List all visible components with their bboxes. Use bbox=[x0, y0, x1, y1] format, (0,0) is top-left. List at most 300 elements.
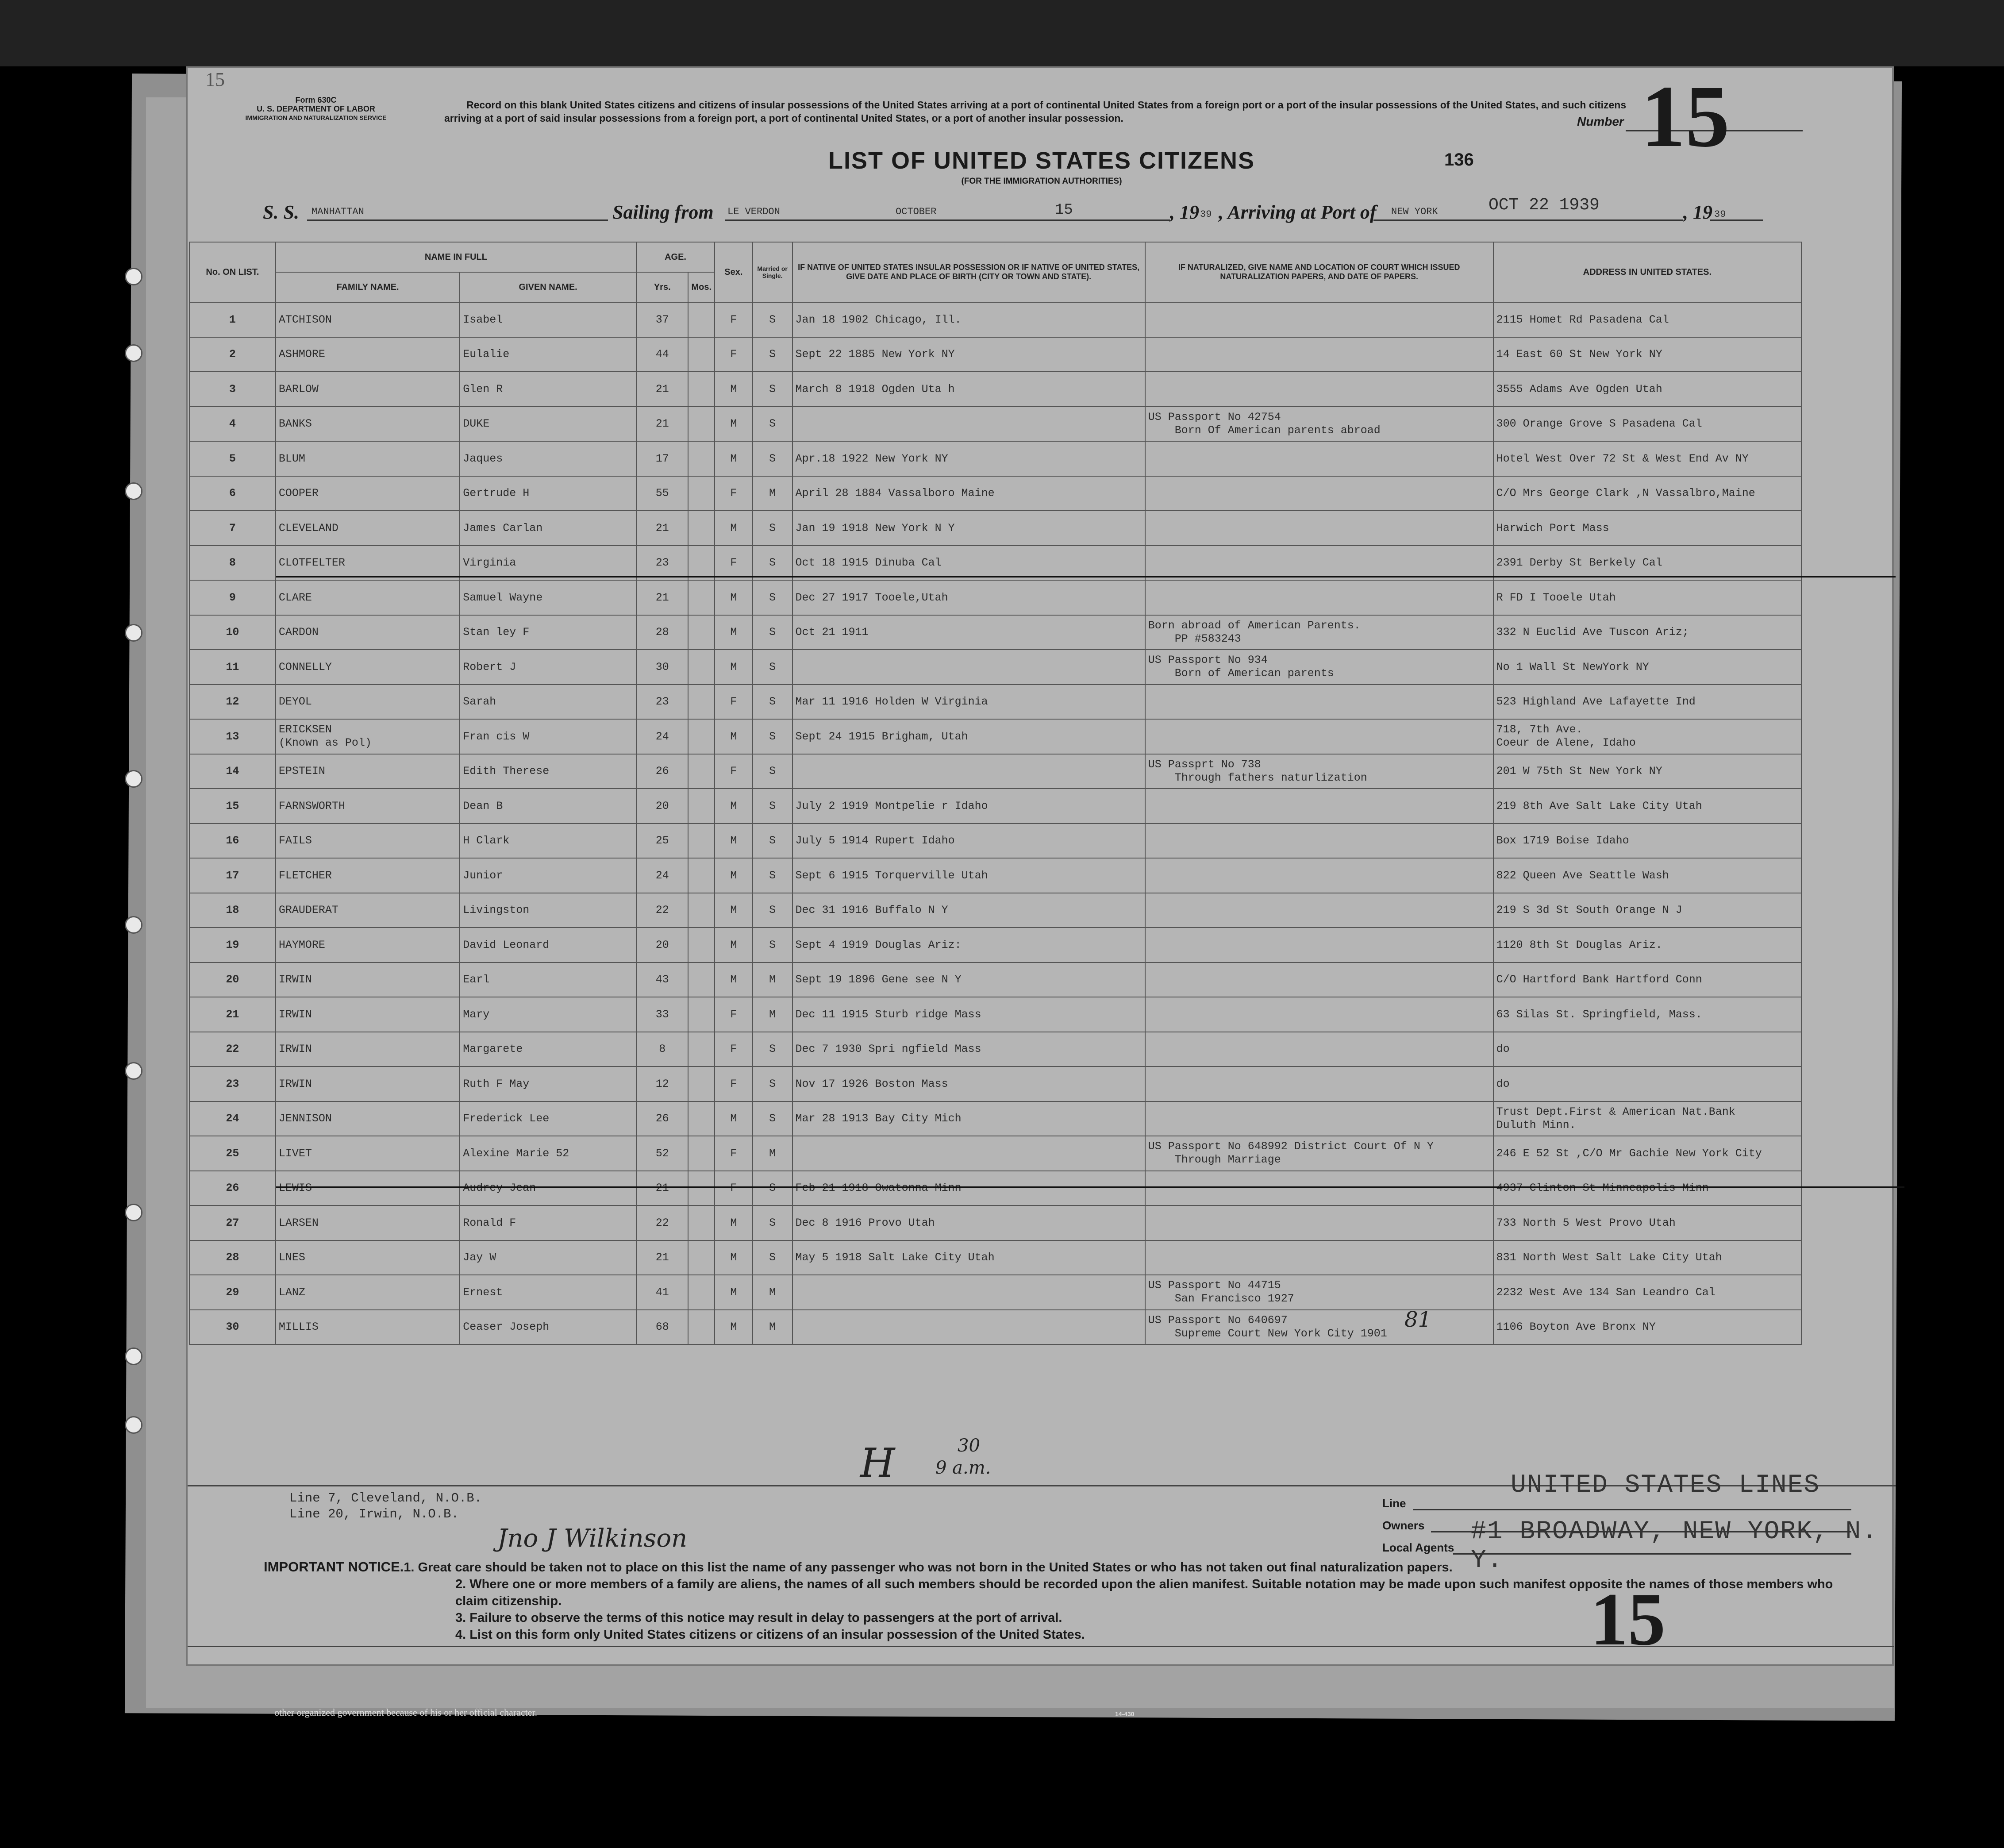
sex-text: M bbox=[730, 904, 737, 917]
given-name bbox=[460, 858, 636, 893]
sex-text: F bbox=[730, 556, 737, 570]
marital-status-text: S bbox=[769, 417, 776, 431]
marital-status bbox=[753, 1136, 792, 1171]
age-years bbox=[636, 858, 688, 893]
age-months bbox=[688, 789, 715, 824]
age-months bbox=[688, 719, 715, 754]
row-number bbox=[189, 1240, 276, 1275]
family-name-text: FARNSWORTH bbox=[278, 799, 345, 812]
handwritten-81: 81 bbox=[1404, 1307, 1432, 1332]
signature: Jno J Wilkinson bbox=[497, 1524, 688, 1553]
arrival-year-underline bbox=[1710, 219, 1763, 221]
table-row bbox=[189, 407, 1801, 442]
address-text: 14 East 60 St New York NY bbox=[1496, 348, 1662, 361]
row-number-text: 11 bbox=[226, 660, 239, 674]
marital-status bbox=[753, 1032, 792, 1067]
marital-status-text: S bbox=[769, 834, 776, 847]
marital-status bbox=[753, 1101, 792, 1136]
page-title: LIST OF UNITED STATES CITIZENS bbox=[828, 147, 1255, 174]
birth-info bbox=[792, 962, 1145, 997]
family-name bbox=[276, 407, 460, 442]
age-years bbox=[636, 372, 688, 407]
marital-status bbox=[753, 511, 792, 546]
given-name bbox=[460, 685, 636, 720]
sex bbox=[715, 893, 753, 928]
age-months bbox=[688, 337, 715, 372]
address-text: do bbox=[1496, 1043, 1510, 1056]
naturalization-info bbox=[1145, 1205, 1493, 1240]
given-name-text: Ceaser Joseph bbox=[463, 1321, 550, 1334]
age-months bbox=[688, 372, 715, 407]
family-name-text: LNES bbox=[278, 1251, 305, 1264]
table-row bbox=[189, 1136, 1801, 1171]
naturalization-info bbox=[1145, 997, 1493, 1032]
line-underline bbox=[1413, 1509, 1851, 1510]
age-months bbox=[688, 997, 715, 1032]
sailing-label: Sailing from bbox=[612, 201, 714, 223]
age-years bbox=[636, 928, 688, 962]
naturalization-info bbox=[1145, 962, 1493, 997]
line-label: Line bbox=[1382, 1497, 1406, 1510]
age-months bbox=[688, 1310, 715, 1345]
family-name bbox=[276, 1171, 460, 1206]
birth-info-text: Dec 31 1916 Buffalo N Y bbox=[795, 904, 948, 917]
sailing-year: 39 bbox=[1200, 209, 1212, 220]
binder-hole bbox=[125, 1416, 142, 1434]
marital-status bbox=[753, 685, 792, 720]
marital-status-text: S bbox=[769, 904, 776, 917]
address bbox=[1493, 997, 1801, 1032]
marital-status-text: S bbox=[769, 799, 776, 812]
given-name bbox=[460, 754, 636, 789]
arrival-port: NEW YORK bbox=[1391, 206, 1438, 217]
age-years-text: 20 bbox=[655, 799, 669, 812]
birth-info-text: Mar 11 1916 Holden W Virginia bbox=[795, 695, 988, 708]
age-months bbox=[688, 685, 715, 720]
birth-info-text: Apr.18 1922 New York NY bbox=[795, 452, 948, 465]
age-years bbox=[636, 962, 688, 997]
age-months bbox=[688, 928, 715, 962]
family-name bbox=[276, 1310, 460, 1345]
naturalization-info bbox=[1145, 1310, 1493, 1345]
family-name bbox=[276, 476, 460, 511]
sex-text: F bbox=[730, 487, 737, 500]
row-number-text: 24 bbox=[226, 1112, 239, 1125]
address-text: R FD I Tooele Utah bbox=[1496, 591, 1616, 604]
sex bbox=[715, 1066, 753, 1101]
sex bbox=[715, 754, 753, 789]
agents-label: Local Agents bbox=[1382, 1541, 1454, 1554]
marital-status-text: M bbox=[769, 1321, 776, 1334]
family-name-text: COOPER bbox=[278, 487, 319, 500]
table-row bbox=[189, 789, 1801, 824]
given-name-text: James Carlan bbox=[463, 521, 543, 535]
marital-status bbox=[753, 789, 792, 824]
col-header-given: GIVEN NAME. bbox=[460, 272, 636, 302]
birth-info bbox=[792, 1171, 1145, 1206]
sex bbox=[715, 372, 753, 407]
age-years bbox=[636, 719, 688, 754]
voyage-line bbox=[188, 196, 1896, 227]
birth-info bbox=[792, 928, 1145, 962]
family-name bbox=[276, 580, 460, 615]
address-text: 523 Highland Ave Lafayette Ind bbox=[1496, 695, 1696, 708]
marital-status bbox=[753, 441, 792, 476]
given-name-text: DUKE bbox=[463, 417, 490, 431]
naturalization-info-text: US Passport No 648992 District Court Of N Y bbox=[1148, 1140, 1434, 1153]
age-years-text: 23 bbox=[655, 695, 669, 708]
age-years bbox=[636, 893, 688, 928]
marital-status bbox=[753, 824, 792, 859]
number-label: Number bbox=[1577, 115, 1624, 128]
family-name bbox=[276, 1032, 460, 1067]
sex bbox=[715, 546, 753, 581]
age-months bbox=[688, 407, 715, 442]
binder-hole bbox=[125, 1348, 142, 1365]
naturalization-info-text: US Passport No 934 bbox=[1148, 654, 1268, 667]
age-years-text: 26 bbox=[655, 1112, 669, 1125]
family-name bbox=[276, 1101, 460, 1136]
row-number-text: 23 bbox=[226, 1077, 239, 1090]
birth-info bbox=[792, 858, 1145, 893]
birth-info bbox=[792, 546, 1145, 581]
marital-status bbox=[753, 754, 792, 789]
sex bbox=[715, 1205, 753, 1240]
address bbox=[1493, 685, 1801, 720]
birth-info bbox=[792, 685, 1145, 720]
binder-hole bbox=[125, 344, 142, 362]
address bbox=[1493, 1136, 1801, 1171]
sex bbox=[715, 1240, 753, 1275]
birth-info bbox=[792, 824, 1145, 859]
age-years-text: 21 bbox=[655, 382, 669, 396]
age-years bbox=[636, 685, 688, 720]
birth-info-text: Feb 21 1918 Owatonna Minn bbox=[795, 1182, 962, 1195]
ship-underline bbox=[307, 219, 608, 221]
family-name-text: CARDON bbox=[278, 626, 319, 639]
table-row bbox=[189, 580, 1801, 615]
row-number-text: 25 bbox=[226, 1147, 239, 1160]
given-name-text: Stan ley F bbox=[463, 626, 530, 639]
sex-text: M bbox=[730, 1251, 737, 1264]
bottom-list-number: 15 bbox=[1590, 1578, 1666, 1661]
marital-status bbox=[753, 546, 792, 581]
marital-status bbox=[753, 893, 792, 928]
row-number-text: 22 bbox=[226, 1043, 239, 1056]
marital-status bbox=[753, 615, 792, 650]
given-name bbox=[460, 546, 636, 581]
age-months bbox=[688, 1136, 715, 1171]
row-number bbox=[189, 1032, 276, 1067]
col-header-naturalized: IF NATURALIZED, GIVE NAME AND LOCATION OF COURT WHICH ISSUED NATURALIZATION PAPERS, AND DATE OF PAPERS. bbox=[1145, 242, 1493, 302]
sex-text: F bbox=[730, 1008, 737, 1021]
family-name-text: IRWIN bbox=[278, 1008, 312, 1021]
family-name-text: FLETCHER bbox=[278, 869, 332, 882]
address-text: 1120 8th St Douglas Ariz. bbox=[1496, 938, 1662, 951]
binder-hole bbox=[125, 770, 142, 788]
naturalization-info bbox=[1145, 1171, 1493, 1206]
row-number bbox=[189, 337, 276, 372]
naturalization-info bbox=[1145, 1066, 1493, 1101]
row-number bbox=[189, 962, 276, 997]
address-text: C/O Hartford Bank Hartford Conn bbox=[1496, 973, 1702, 986]
naturalization-info-line-2: PP #583243 bbox=[1174, 632, 1241, 645]
address bbox=[1493, 302, 1801, 337]
age-years-text: 23 bbox=[655, 556, 669, 570]
address-text: Harwich Port Mass bbox=[1496, 521, 1609, 535]
given-name bbox=[460, 1171, 636, 1206]
address-text: 219 8th Ave Salt Lake City Utah bbox=[1496, 799, 1702, 812]
sex bbox=[715, 1171, 753, 1206]
sex bbox=[715, 580, 753, 615]
marital-status-text: S bbox=[769, 660, 776, 674]
family-name-text: CLOTFELTER bbox=[278, 556, 345, 570]
binder-hole bbox=[125, 482, 142, 500]
naturalization-info bbox=[1145, 1275, 1493, 1310]
given-name bbox=[460, 789, 636, 824]
given-name bbox=[460, 928, 636, 962]
age-years-text: 44 bbox=[655, 348, 669, 361]
marital-status-text: M bbox=[769, 1147, 776, 1160]
given-name-text: Frederick Lee bbox=[463, 1112, 550, 1125]
family-name-text: LIVET bbox=[278, 1147, 312, 1160]
age-years-text: 28 bbox=[655, 626, 669, 639]
birth-info bbox=[792, 511, 1145, 546]
age-years-text: 21 bbox=[655, 521, 669, 535]
age-months bbox=[688, 1275, 715, 1310]
row-number-text: 9 bbox=[229, 591, 236, 604]
birth-info bbox=[792, 754, 1145, 789]
marital-status bbox=[753, 302, 792, 337]
age-years bbox=[636, 580, 688, 615]
family-name-text: LARSEN bbox=[278, 1216, 319, 1229]
given-name-text: Dean B bbox=[463, 799, 503, 812]
marital-status-text: S bbox=[769, 348, 776, 361]
row-number-text: 17 bbox=[226, 869, 239, 882]
naturalization-info bbox=[1145, 407, 1493, 442]
given-name bbox=[460, 997, 636, 1032]
page-subtitle: (FOR THE IMMIGRATION AUTHORITIES) bbox=[961, 177, 1122, 186]
sex-text: F bbox=[730, 1043, 737, 1056]
age-years bbox=[636, 1205, 688, 1240]
address bbox=[1493, 824, 1801, 859]
address bbox=[1493, 441, 1801, 476]
marital-status-text: S bbox=[769, 1112, 776, 1125]
address bbox=[1493, 962, 1801, 997]
address-text: 201 W 75th St New York NY bbox=[1496, 765, 1662, 778]
age-years bbox=[636, 1240, 688, 1275]
sex bbox=[715, 824, 753, 859]
birth-info bbox=[792, 407, 1145, 442]
marital-status-text: S bbox=[769, 452, 776, 465]
form-number: Form 630C bbox=[295, 96, 337, 104]
age-months bbox=[688, 546, 715, 581]
given-name-text: Mary bbox=[463, 1008, 490, 1021]
table-row bbox=[189, 1171, 1801, 1206]
row-number-text: 29 bbox=[226, 1286, 239, 1299]
family-name-text: HAYMORE bbox=[278, 938, 325, 951]
arrival-underline bbox=[1373, 219, 1683, 221]
address-line-2: Duluth Minn. bbox=[1496, 1118, 1576, 1132]
age-months bbox=[688, 441, 715, 476]
family-name-text: EPSTEIN bbox=[278, 765, 325, 778]
address bbox=[1493, 1310, 1801, 1345]
row-number bbox=[189, 1275, 276, 1310]
given-name bbox=[460, 1066, 636, 1101]
birth-info bbox=[792, 1136, 1145, 1171]
given-name-text: Edith Therese bbox=[463, 765, 550, 778]
naturalization-info-line-2: Born Of American parents abroad bbox=[1174, 424, 1381, 437]
marital-status-text: S bbox=[769, 730, 776, 743]
address bbox=[1493, 893, 1801, 928]
given-name bbox=[460, 337, 636, 372]
age-years-text: 22 bbox=[655, 904, 669, 917]
row-number bbox=[189, 1066, 276, 1101]
marital-status bbox=[753, 1310, 792, 1345]
address-text: 2391 Derby St Berkely Cal bbox=[1496, 556, 1662, 570]
given-name-text: Jay W bbox=[463, 1251, 496, 1264]
given-name-text: Glen R bbox=[463, 382, 503, 396]
marital-status bbox=[753, 1171, 792, 1206]
marital-status bbox=[753, 372, 792, 407]
address-text: 219 S 3d St South Orange N J bbox=[1496, 904, 1682, 917]
row-number bbox=[189, 1101, 276, 1136]
given-name-text: H Clark bbox=[463, 834, 510, 847]
family-name bbox=[276, 1275, 460, 1310]
address bbox=[1493, 546, 1801, 581]
family-name bbox=[276, 685, 460, 720]
birth-info-text: Oct 18 1915 Dinuba Cal bbox=[795, 556, 942, 570]
given-name bbox=[460, 1032, 636, 1067]
row-number-text: 14 bbox=[226, 765, 239, 778]
naturalization-info bbox=[1145, 824, 1493, 859]
given-name-text: Samuel Wayne bbox=[463, 591, 543, 604]
birth-info-text: Nov 17 1926 Boston Mass bbox=[795, 1077, 948, 1090]
age-years bbox=[636, 1275, 688, 1310]
table-row bbox=[189, 858, 1801, 893]
family-name bbox=[276, 928, 460, 962]
birth-info bbox=[792, 1032, 1145, 1067]
arrival-year-prefix: , 19 bbox=[1683, 201, 1712, 223]
naturalization-info bbox=[1145, 441, 1493, 476]
address bbox=[1493, 1101, 1801, 1136]
sex bbox=[715, 858, 753, 893]
age-years bbox=[636, 476, 688, 511]
row-number bbox=[189, 441, 276, 476]
age-years bbox=[636, 997, 688, 1032]
sex bbox=[715, 719, 753, 754]
family-name bbox=[276, 441, 460, 476]
marital-status-text: S bbox=[769, 695, 776, 708]
birth-info bbox=[792, 789, 1145, 824]
age-years-text: 43 bbox=[655, 973, 669, 986]
naturalization-info bbox=[1145, 1101, 1493, 1136]
given-name-text: Ruth F May bbox=[463, 1077, 530, 1090]
birth-info-text: Dec 11 1915 Sturb ridge Mass bbox=[795, 1008, 981, 1021]
naturalization-info-text: US Passport No 640697 bbox=[1148, 1313, 1288, 1327]
sex bbox=[715, 302, 753, 337]
binder-hole bbox=[125, 268, 142, 285]
sex bbox=[715, 1136, 753, 1171]
col-header-name: NAME IN FULL bbox=[276, 242, 636, 272]
birth-info-text: Sept 4 1919 Douglas Ariz: bbox=[795, 938, 962, 951]
table-row bbox=[189, 1275, 1801, 1310]
sex bbox=[715, 962, 753, 997]
age-years-text: 30 bbox=[655, 660, 669, 674]
family-name-text: LANZ bbox=[278, 1286, 305, 1299]
naturalization-info-line-2: San Francisco 1927 bbox=[1174, 1292, 1294, 1305]
age-months bbox=[688, 1032, 715, 1067]
family-name bbox=[276, 337, 460, 372]
family-name-text: BLUM bbox=[278, 452, 305, 465]
sex-text: F bbox=[730, 765, 737, 778]
naturalization-info bbox=[1145, 754, 1493, 789]
age-months bbox=[688, 1240, 715, 1275]
sex-text: M bbox=[730, 382, 737, 396]
row-number bbox=[189, 893, 276, 928]
naturalization-info bbox=[1145, 685, 1493, 720]
address bbox=[1493, 928, 1801, 962]
address-text: C/O Mrs George Clark ,N Vassalbro,Maine bbox=[1496, 487, 1755, 500]
naturalization-info-line-2: Through fathers naturlization bbox=[1174, 771, 1367, 784]
arrival-year: 39 bbox=[1714, 209, 1726, 220]
age-months bbox=[688, 1101, 715, 1136]
col-header-sex: Sex. bbox=[715, 242, 753, 302]
birth-info-text: Oct 21 1911 bbox=[795, 626, 869, 639]
naturalization-info-line-2: Supreme Court New York City 1901 bbox=[1174, 1327, 1387, 1340]
birth-info bbox=[792, 337, 1145, 372]
birth-info bbox=[792, 650, 1145, 685]
sex-text: F bbox=[730, 313, 737, 326]
marital-status-text: M bbox=[769, 973, 776, 986]
family-name-text: JENNISON bbox=[278, 1112, 332, 1125]
row-number-text: 21 bbox=[226, 1008, 239, 1021]
age-months bbox=[688, 893, 715, 928]
sex-text: M bbox=[730, 591, 737, 604]
table-row bbox=[189, 337, 1801, 372]
marital-status-text: S bbox=[769, 1216, 776, 1229]
passenger-table bbox=[189, 242, 1802, 1345]
birth-info bbox=[792, 441, 1145, 476]
naturalization-info bbox=[1145, 719, 1493, 754]
birth-info bbox=[792, 372, 1145, 407]
naturalization-info bbox=[1145, 511, 1493, 546]
naturalization-info bbox=[1145, 858, 1493, 893]
row-number-text: 18 bbox=[226, 904, 239, 917]
strike-line-row-7 bbox=[276, 576, 1896, 578]
family-name bbox=[276, 1066, 460, 1101]
age-months bbox=[688, 1066, 715, 1101]
age-years-text: 8 bbox=[659, 1043, 666, 1056]
address bbox=[1493, 1032, 1801, 1067]
naturalization-info bbox=[1145, 372, 1493, 407]
marital-status bbox=[753, 650, 792, 685]
family-name-text: ASHMORE bbox=[278, 348, 325, 361]
address-text: Box 1719 Boise Idaho bbox=[1496, 834, 1629, 847]
table-row bbox=[189, 1205, 1801, 1240]
age-months bbox=[688, 824, 715, 859]
birth-info-text: Jan 19 1918 New York N Y bbox=[795, 521, 955, 535]
naturalization-info-text: Born abroad of American Parents. bbox=[1148, 619, 1361, 632]
sex-text: M bbox=[730, 521, 737, 535]
naturalization-info-text: US Passport No 44715 bbox=[1148, 1279, 1281, 1292]
owners-label: Owners bbox=[1382, 1519, 1425, 1532]
sailing-underline bbox=[725, 219, 1170, 221]
age-months bbox=[688, 580, 715, 615]
age-years-text: 41 bbox=[655, 1286, 669, 1299]
table-row bbox=[189, 441, 1801, 476]
sex bbox=[715, 685, 753, 720]
